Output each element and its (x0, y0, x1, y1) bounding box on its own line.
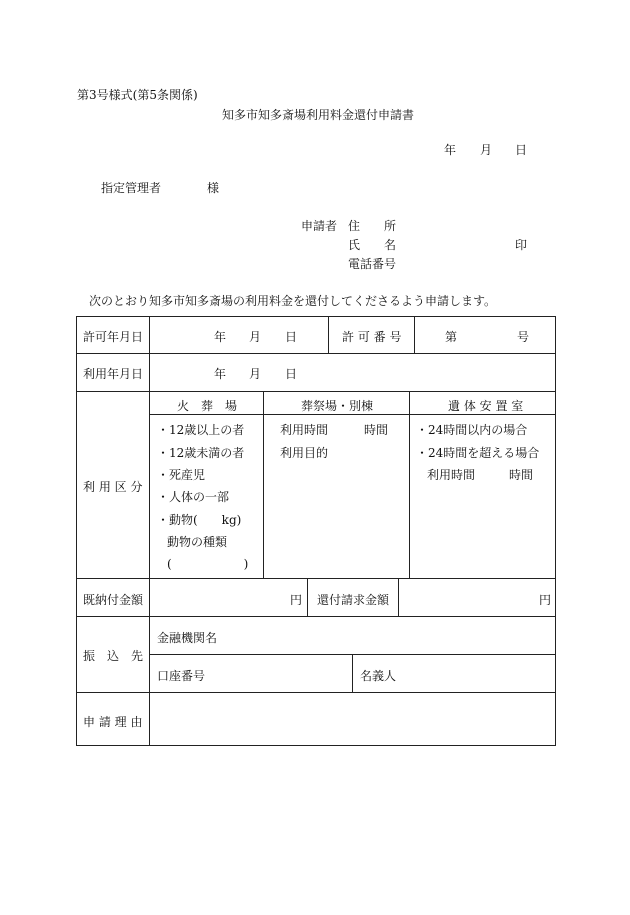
use-date-year: 年 (214, 367, 227, 381)
remains-room-time-unit: 時間 (509, 468, 534, 482)
use-date-month: 月 (249, 367, 262, 381)
transfer-label: 振 込 先 (83, 649, 144, 663)
paid-amount-unit: 円 (290, 593, 303, 607)
addressee-honorific: 様 (207, 181, 220, 195)
cremation-item: ・死産児 (157, 468, 206, 482)
column-divider (307, 578, 308, 616)
cremation-header: 火 葬 場 (177, 399, 238, 413)
applicant-phone-label: 電話番号 (348, 257, 397, 271)
remains-room-within-24: ・24時間以内の場合 (416, 423, 528, 437)
cremation-item: ・人体の一部 (157, 490, 230, 504)
funeral-hall-time-label: 利用時間 (280, 423, 329, 437)
use-date-day: 日 (285, 367, 298, 381)
bank-name-label: 金融機関名 (157, 631, 218, 645)
date-month-label: 月 (480, 143, 493, 157)
cremation-item: ・12歳以上の者 (157, 423, 245, 437)
remains-room-over-24: ・24時間を超える場合 (416, 446, 540, 460)
applicant-label: 申請者 (301, 219, 338, 233)
refund-amount-label: 還付請求金額 (317, 593, 390, 607)
form-title: 知多市知多斎場利用料金還付申請書 (222, 108, 415, 122)
date-year-label: 年 (444, 143, 457, 157)
usage-category-label: 利 用 区 分 (83, 480, 143, 494)
column-divider (409, 391, 410, 578)
row-divider (149, 414, 555, 415)
addressee-label: 指定管理者 (101, 181, 162, 195)
funeral-hall-header: 葬祭場・別棟 (301, 399, 374, 413)
account-number-label: 口座番号 (157, 669, 206, 683)
remains-room-time-label: 利用時間 (427, 468, 476, 482)
use-date-label: 利用年月日 (83, 367, 144, 381)
animal-type-label: 動物の種類 (167, 535, 228, 549)
column-divider (328, 317, 329, 353)
permit-date-day: 日 (285, 330, 298, 344)
remains-room-header: 遺 体 安 置 室 (448, 399, 524, 413)
cremation-item: ・動物( kg) (157, 513, 242, 527)
date-day-label: 日 (515, 143, 528, 157)
animal-type-paren: ( ) (167, 557, 249, 571)
seal-mark: 印 (515, 238, 528, 252)
permit-date-month: 月 (249, 330, 262, 344)
column-divider (263, 391, 264, 578)
application-table (76, 316, 556, 746)
column-divider (149, 317, 150, 745)
cremation-item: ・12歳未満の者 (157, 446, 245, 460)
applicant-address-label: 住 所 (348, 219, 397, 233)
statement-text: 次のとおり知多市知多斎場の利用料金を還付してくださるよう申請します。 (89, 294, 497, 308)
funeral-hall-purpose-label: 利用目的 (280, 446, 329, 460)
applicant-name-label: 氏 名 (348, 238, 397, 252)
refund-amount-unit: 円 (539, 593, 552, 607)
reason-label: 申 請 理 由 (83, 715, 143, 729)
column-divider (352, 654, 353, 692)
column-divider (414, 317, 415, 353)
form-number: 第3号様式(第5条関係) (77, 88, 198, 102)
permit-date-year: 年 (214, 330, 227, 344)
permit-number-label: 許 可 番 号 (342, 330, 402, 344)
column-divider (398, 578, 399, 616)
permit-number-suffix: 号 (517, 330, 530, 344)
paid-amount-label: 既納付金額 (83, 593, 144, 607)
permit-number-prefix: 第 (445, 330, 458, 344)
permit-date-label: 許可年月日 (83, 330, 144, 344)
account-holder-label: 名義人 (360, 669, 397, 683)
funeral-hall-time-unit: 時間 (364, 423, 389, 437)
